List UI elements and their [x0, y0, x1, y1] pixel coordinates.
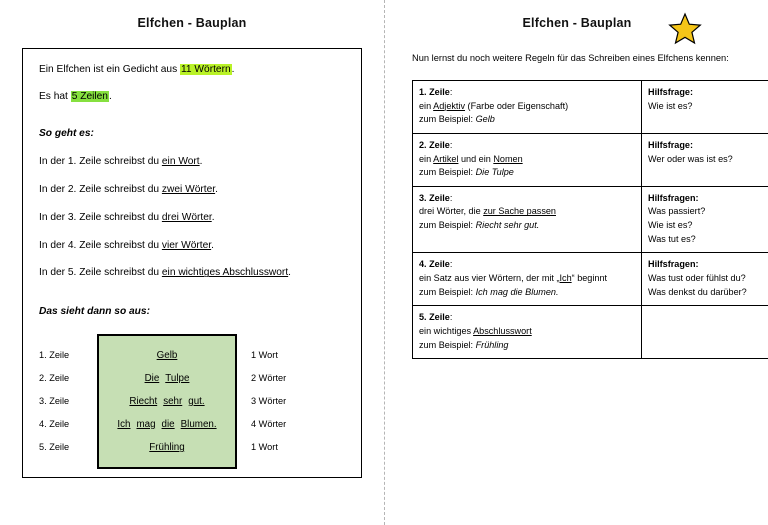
example-count-5: 1 Wort	[251, 442, 278, 453]
example-poem-box	[97, 334, 237, 469]
intro-line-2-highlight: 5 Zeilen	[71, 90, 108, 102]
rule-1-example: Gelb	[475, 114, 495, 125]
rule-4-zeile: 4. Zeile	[419, 259, 450, 270]
example-count-3: 3 Wörter	[251, 396, 287, 407]
example-label-3: 3. Zeile	[39, 396, 70, 407]
table-row	[413, 133, 768, 186]
rule-line-3	[39, 211, 345, 226]
hint-cell-2	[642, 133, 768, 186]
rule-1-post: .	[199, 156, 203, 168]
example-label-1: 1. Zeile	[39, 350, 70, 361]
example-label-5: 5. Zeile	[39, 442, 70, 453]
rule-line-4	[39, 239, 345, 254]
rule-2-example-line	[419, 166, 635, 180]
left-title-wrap	[22, 16, 362, 42]
rule-2-desc-mid: und ein	[458, 153, 494, 164]
rule-3-example-line	[419, 219, 635, 233]
hint-4-question-2: Was denkst du darüber?	[648, 286, 747, 297]
rule-1-desc-pre: ein	[419, 100, 434, 111]
rule-4-underlined: vier Wörter	[161, 239, 212, 251]
poem-word-3-1: Riecht	[129, 396, 158, 408]
example-word-counts	[237, 334, 311, 459]
rule-3-post: .	[211, 211, 215, 223]
example-count-4: 4 Wörter	[251, 419, 287, 430]
poem-row-1	[103, 344, 231, 367]
hint-cell-3	[642, 186, 768, 253]
hint-4-question-1: Was tust oder fühlst du?	[648, 272, 746, 283]
rule-4-desc-pre: ein Satz aus vier Wörtern, der mit „	[419, 272, 560, 283]
rule-cell-5	[413, 306, 642, 359]
rule-1-underlined: ein Wort	[161, 156, 200, 168]
right-intro-text: Nun lernst du noch weitere Regeln für das Schreiben eines Elfchens kennen:	[412, 53, 729, 63]
hint-3-question-2: Wie ist es?	[648, 220, 693, 231]
hint-1-title: Hilfsfrage:	[648, 86, 693, 97]
hint-2-question-1: Wer oder was ist es?	[648, 153, 733, 164]
rule-5-example-label: zum Beispiel:	[419, 339, 476, 350]
rule-4-description	[419, 272, 635, 286]
rule-5-post: .	[288, 267, 292, 279]
section-heading-example: Das sieht dann so aus:	[39, 306, 150, 318]
rule-2-underlined: zwei Wörter	[161, 184, 216, 196]
rule-2-post: .	[215, 184, 218, 196]
rule-3-description	[419, 205, 635, 219]
example-count-1: 1 Wort	[251, 350, 278, 361]
rule-4-pre: In der 4. Zeile schreibst du	[39, 239, 162, 251]
rule-5-zeile: 5. Zeile	[419, 312, 450, 323]
intro-line-2-post: .	[108, 90, 112, 102]
hint-3-question-3: Was tut es?	[648, 233, 696, 244]
rule-4-example-label: zum Beispiel:	[419, 286, 476, 297]
right-page-title: Elfchen - Bauplan	[522, 16, 632, 30]
rule-1-pre: In der 1. Zeile schreibst du	[39, 156, 162, 168]
rule-5-description	[419, 325, 635, 339]
rule-cell-1	[413, 80, 642, 133]
poem-word-4-3: die	[161, 419, 175, 431]
rule-4-desc-post: “ beginnt	[571, 272, 608, 283]
example-label-4: 4. Zeile	[39, 419, 70, 430]
poem-row-5	[103, 436, 231, 459]
rule-4-zeile-line: 4. Zeile:	[419, 259, 453, 270]
rule-1-zeile: 1. Zeile	[419, 86, 450, 97]
poem-row-2	[103, 367, 231, 390]
rule-3-desc-underlined: zur Sache passen	[483, 206, 556, 217]
intro-line-1-pre: Ein Elfchen ist ein Gedicht aus	[39, 64, 181, 75]
rule-cell-2	[413, 133, 642, 186]
rule-3-zeile-line: 3. Zeile:	[419, 192, 453, 203]
poem-word-1-1: Gelb	[156, 350, 178, 362]
table-row	[413, 80, 768, 133]
rule-5-pre: In der 5. Zeile schreibst du	[39, 267, 162, 279]
poem-word-3-2: sehr	[163, 396, 183, 408]
rule-3-underlined: drei Wörter	[161, 211, 212, 223]
rules-table	[412, 80, 768, 359]
rule-1-desc-underlined: Adjektiv	[433, 100, 466, 111]
example-label-2: 2. Zeile	[39, 373, 70, 384]
rule-3-example-label: zum Beispiel:	[419, 220, 476, 231]
rule-4-example: Ich mag die Blumen.	[475, 286, 559, 297]
rule-1-example-label: zum Beispiel:	[419, 114, 476, 125]
right-title-wrap	[406, 16, 748, 42]
poem-word-4-2: mag	[136, 419, 156, 431]
star-icon	[668, 12, 702, 46]
hint-cell-5	[642, 306, 768, 359]
left-content-box	[22, 48, 362, 478]
poem-word-4-4: Blumen.	[180, 419, 217, 431]
table-row	[413, 306, 768, 359]
rule-4-example-line	[419, 286, 635, 300]
rule-1-desc-post: (Farbe oder Eigenschaft)	[465, 100, 569, 111]
rule-5-desc-pre: ein wichtiges	[419, 325, 474, 336]
rule-2-example-label: zum Beispiel:	[419, 167, 476, 178]
poem-word-5-1: Frühling	[149, 442, 185, 454]
hint-3-question-1: Was passiert?	[648, 206, 706, 217]
rule-2-description	[419, 153, 635, 167]
rule-2-desc-underlined-2: Nomen	[493, 153, 523, 164]
poem-word-4-1: Ich	[117, 419, 131, 431]
rule-2-zeile-line: 2. Zeile:	[419, 139, 453, 150]
rule-line-1	[39, 155, 345, 170]
rule-3-desc-pre: drei Wörter, die	[419, 206, 484, 217]
rule-5-example-line	[419, 339, 635, 353]
rule-4-post: .	[211, 239, 214, 251]
intro-line-1-highlight: 11 Wörtern	[181, 64, 231, 75]
example-line-labels	[39, 334, 97, 459]
hint-1-question-1: Wie ist es?	[648, 100, 693, 111]
rule-2-pre: In der 2. Zeile schreibst du	[39, 184, 162, 196]
poem-word-3-3: gut.	[188, 396, 205, 408]
rule-2-zeile: 2. Zeile	[419, 139, 450, 150]
rule-1-description	[419, 100, 635, 114]
rule-2-desc-underlined: Artikel	[433, 153, 459, 164]
rule-5-desc-underlined: Abschlusswort	[473, 325, 532, 336]
hint-cell-4	[642, 253, 768, 306]
hint-cell-1	[642, 80, 768, 133]
right-sheet	[384, 0, 768, 525]
table-row	[413, 253, 768, 306]
intro-line-1	[39, 63, 345, 78]
hint-3-title: Hilfsfragen:	[648, 192, 699, 203]
table-row	[413, 186, 768, 253]
rule-cell-4	[413, 253, 642, 306]
rule-3-zeile: 3. Zeile	[419, 192, 450, 203]
rule-cell-3	[413, 186, 642, 253]
rule-3-example: Riecht sehr gut.	[475, 220, 540, 231]
intro-line-2	[39, 90, 345, 105]
rule-5-underlined: ein wichtiges Abschlusswort	[161, 267, 289, 279]
rule-2-desc-pre: ein	[419, 153, 434, 164]
rule-1-example-line	[419, 113, 635, 127]
intro-line-1-post: .	[231, 64, 235, 75]
example-count-2: 2 Wörter	[251, 373, 287, 384]
rule-4-desc-underlined: Ich	[559, 272, 572, 283]
rule-5-zeile-line: 5. Zeile:	[419, 312, 453, 323]
rule-3-pre: In der 3. Zeile schreibst du	[39, 211, 162, 223]
rule-5-example: Frühling	[475, 339, 509, 350]
section-heading-howto: So geht es:	[39, 127, 94, 139]
rule-1-zeile-line: 1. Zeile:	[419, 86, 453, 97]
poem-word-2-2: Tulpe	[165, 373, 190, 385]
poem-row-3	[103, 390, 231, 413]
hint-4-title: Hilfsfragen:	[648, 259, 699, 270]
rule-2-example: Die Tulpe	[475, 167, 514, 178]
left-page-title: Elfchen - Bauplan	[137, 16, 247, 30]
intro-line-2-pre: Es hat	[39, 90, 71, 102]
poem-row-4	[103, 413, 231, 436]
rule-line-2	[39, 183, 345, 198]
rule-line-5	[39, 266, 345, 281]
example-poem-area	[39, 334, 345, 469]
hint-2-title: Hilfsfrage:	[648, 139, 693, 150]
poem-word-2-1: Die	[144, 373, 160, 385]
